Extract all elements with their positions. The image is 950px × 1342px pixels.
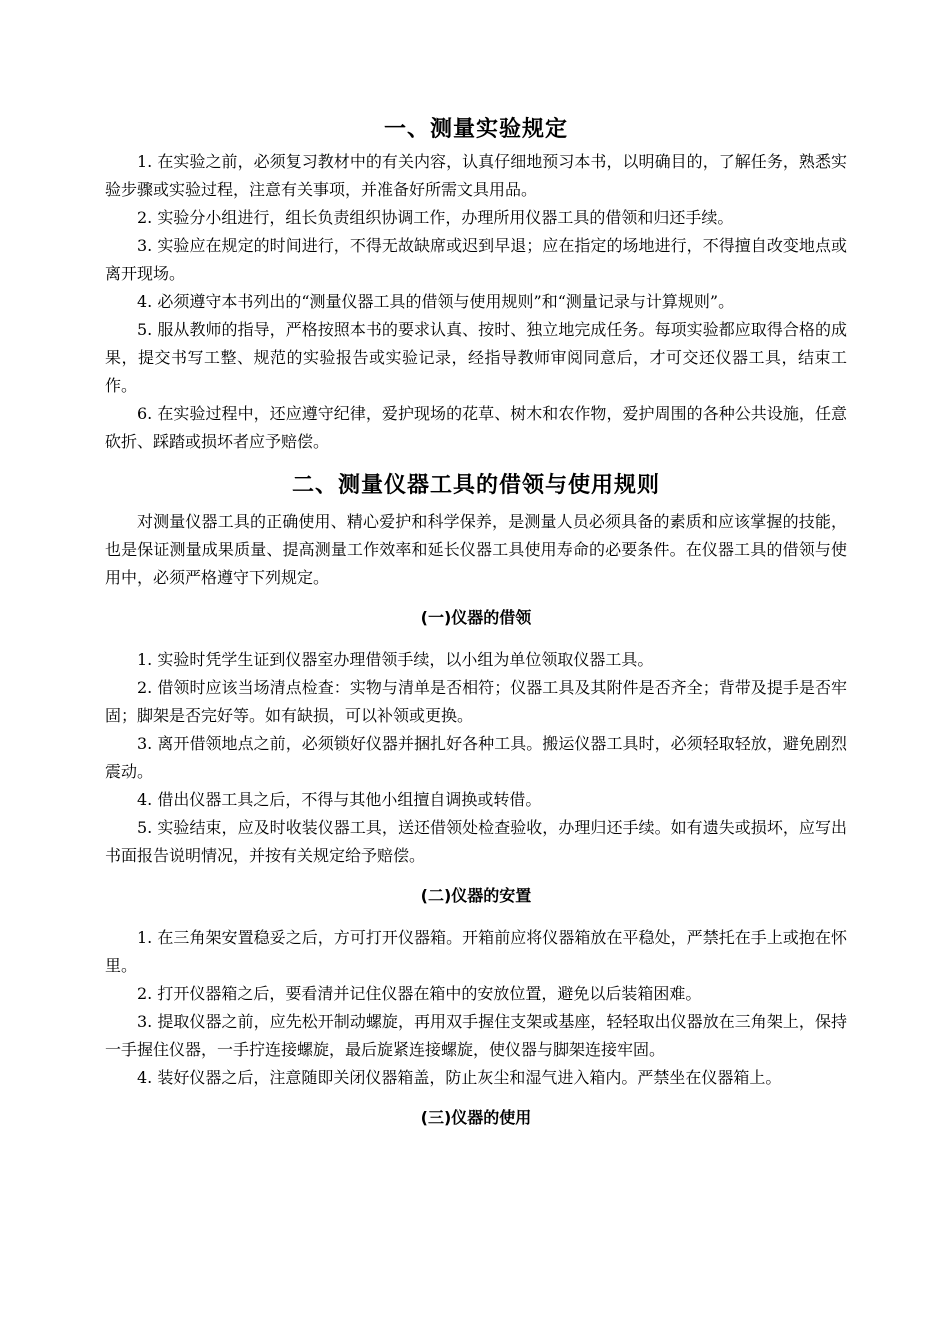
setup-item-3: 3. 提取仪器之前，应先松开制动螺旋，再用双手握住支架或基座，轻轻取出仪器放在三角架上，保持一手握住仪器，一手拧连接螺旋，最后旋紧连接螺旋，使仪器与脚架连接牢固。: [105, 1012, 847, 1059]
setup-item-2: 2. 打开仪器箱之后，要看清并记住仪器在箱中的安放位置，避免以后装箱困难。: [137, 984, 702, 1003]
subsection-title-borrowing: (一)仪器的借领: [420, 608, 532, 627]
borrowing-item-3: 3. 离开借领地点之前，必须锁好仪器并捆扎好各种工具。搬运仪器工具时，必须轻取轻放，避免剧烈震动。: [105, 734, 847, 781]
document-page: [105, 112, 847, 1146]
rule-item-2: 2. 实验分小组进行，组长负责组织协调工作，办理所用仪器工具的借领和归还手续。: [137, 208, 734, 227]
rule-item-5: 5. 服从教师的指导，严格按照本书的要求认真、按时、独立地完成任务。每项实验都应取得合格的成果，提交书写工整、规范的实验报告或实验记录，经指导教师审阅同意后，才可交还仪器工具，结束工作。: [105, 320, 847, 395]
subsection-title-setup: (二)仪器的安置: [420, 886, 532, 905]
rule-item-1: 1. 在实验之前，必须复习教材中的有关内容，认真仔细地预习本书，以明确目的，了解任务，熟悉实验步骤或实验过程，注意有关事项，并准备好所需文具用品。: [105, 152, 847, 199]
rule-item-3: 3. 实验应在规定的时间进行，不得无故缺席或迟到早退；应在指定的场地进行，不得擅自改变地点或离开现场。: [105, 236, 847, 283]
rule-item-4: 4. 必须遵守本书列出的“测量仪器工具的借领与使用规则”和“测量记录与计算规则”。: [137, 292, 735, 311]
borrowing-item-4: 4. 借出仪器工具之后，不得与其他小组擅自调换或转借。: [137, 790, 542, 809]
setup-item-4: 4. 装好仪器之后，注意随即关闭仪器箱盖，防止灰尘和湿气进入箱内。严禁坐在仪器箱上。: [137, 1068, 782, 1087]
borrowing-item-5: 5. 实验结束，应及时收装仪器工具，送还借领处检查验收，办理归还手续。如有遗失或损坏，应写出书面报告说明情况，并按有关规定给予赔偿。: [105, 818, 847, 865]
section-title-instrument-rules: 二、测量仪器工具的借领与使用规则: [291, 473, 660, 498]
subsection-title-usage: (三)仪器的使用: [420, 1108, 532, 1127]
rule-item-6: 6. 在实验过程中，还应遵守纪律，爱护现场的花草、树木和农作物，爱护周围的各种公共设施，任意砍折、踩踏或损坏者应予赔偿。: [105, 404, 847, 451]
instrument-rules-intro: 对测量仪器工具的正确使用、精心爱护和科学保养，是测量人员必须具备的素质和应该掌握的技能，也是保证测量成果质量、提高测量工作效率和延长仪器工具使用寿命的必要条件。在仪器工具的借领与使用中，必须严格遵守下列规定。: [105, 512, 847, 587]
setup-item-1: 1. 在三角架安置稳妥之后，方可打开仪器箱。开箱前应将仪器箱放在平稳处，严禁托在手上或抱在怀里。: [105, 928, 847, 975]
section-title-experiment-rules: 一、测量实验规定: [383, 117, 568, 142]
borrowing-item-2: 2. 借领时应该当场清点检查：实物与清单是否相符；仪器工具及其附件是否齐全；背带及提手是否牢固；脚架是否完好等。如有缺损，可以补领或更换。: [105, 678, 847, 725]
borrowing-item-1: 1. 实验时凭学生证到仪器室办理借领手续，以小组为单位领取仪器工具。: [137, 650, 654, 669]
